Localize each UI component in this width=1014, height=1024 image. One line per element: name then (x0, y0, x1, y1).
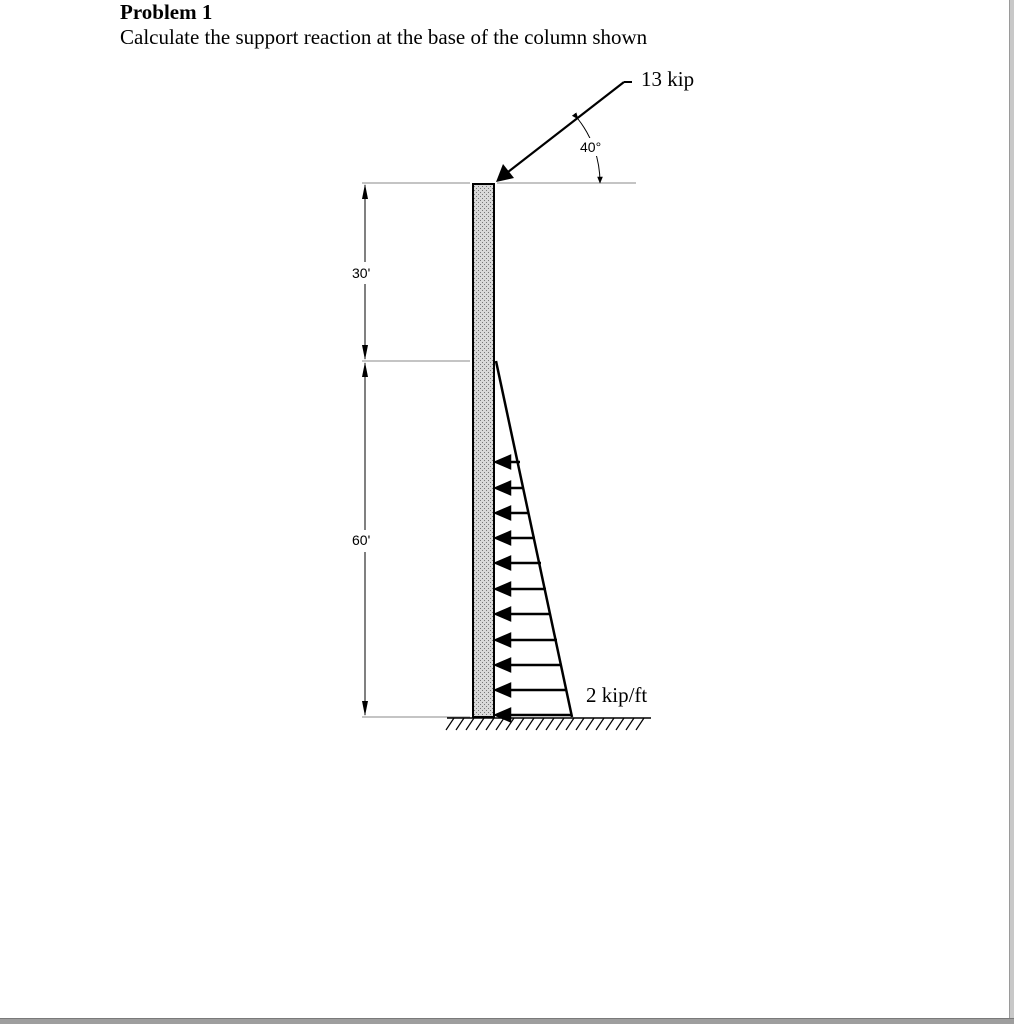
upper-dimension (350, 184, 380, 360)
point-load-label: 13 kip (641, 67, 695, 91)
load-arrow (496, 634, 557, 646)
column (473, 184, 494, 717)
page-bottom-edge (0, 1018, 1014, 1024)
load-arrow (496, 482, 524, 494)
load-arrow (496, 557, 541, 569)
distributed-load-arrows (496, 456, 572, 721)
problem-title: Problem 1 (120, 0, 213, 24)
load-arrow (496, 659, 562, 671)
upper-dimension-label: 30' (352, 265, 371, 281)
point-load-arrow (496, 82, 632, 182)
load-arrow (496, 532, 535, 544)
page-right-edge (1009, 0, 1014, 1024)
load-arrow (496, 684, 567, 696)
load-arrow (496, 608, 551, 620)
distributed-load-label: 2 kip/ft (586, 683, 648, 707)
lower-dimension-label: 60' (352, 532, 371, 548)
load-arrow (496, 709, 572, 721)
lower-dimension (350, 362, 380, 716)
load-arrow (496, 583, 546, 595)
problem-statement: Calculate the support reaction at the base of the column shown (120, 25, 648, 49)
ground-support (446, 718, 651, 730)
angle-label: 40° (580, 139, 602, 155)
load-arrow (496, 507, 529, 519)
